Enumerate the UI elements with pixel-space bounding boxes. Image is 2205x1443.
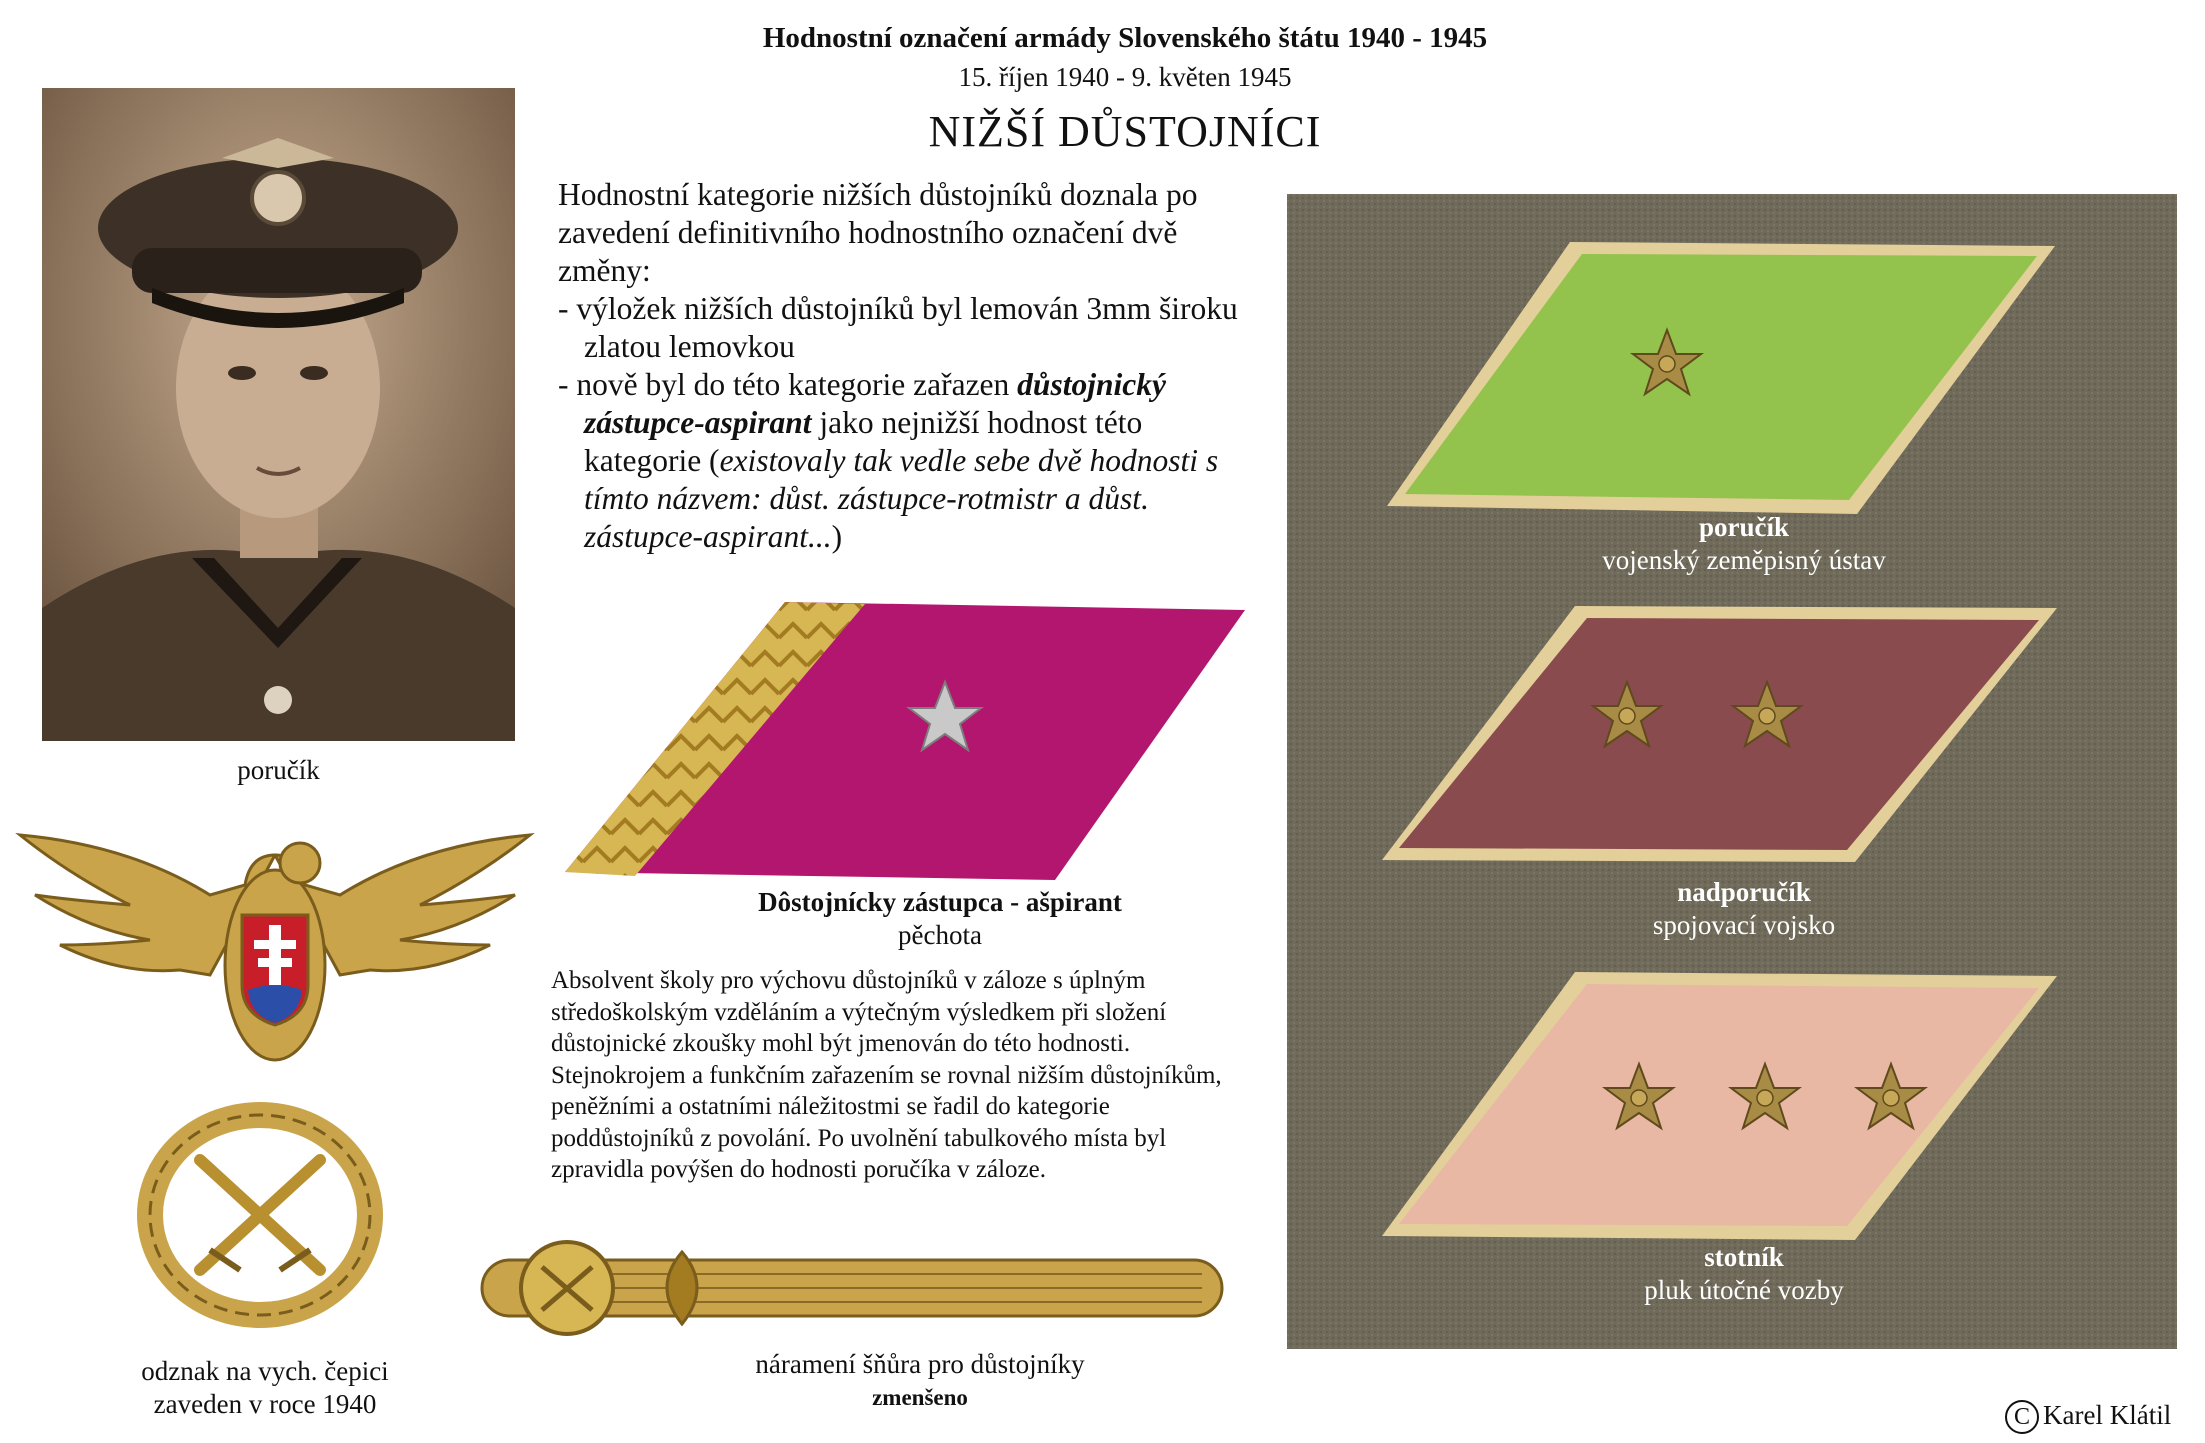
shoulder-cord	[462, 1232, 1242, 1342]
copyright-icon: C	[2005, 1400, 2039, 1434]
tab-3-rank: stotník	[1704, 1242, 1784, 1272]
aspirant-unit: pěchota	[898, 920, 982, 950]
cord-caption: náramení šňůra pro důstojníky zmenšeno	[755, 1349, 1085, 1410]
cap-badge-swords	[130, 1100, 390, 1330]
intro-item-2: - nově byl do této kategorie zařazen důstojnický zástupce-aspirant jako nejnižší hodnost této kategorie (existovaly tak vedle sebe dvě hodnosti s tímto názvem: důst. zástupce-rotmistr a důst. zástupce-aspirant...)	[558, 367, 1219, 554]
page-dates: 15. říjen 1940 - 9. květen 1945	[958, 62, 1292, 92]
tab-1-rank: poručík	[1698, 512, 1790, 542]
collar-tab-aspirant	[555, 590, 1245, 880]
eagle-badge	[10, 815, 540, 1075]
photo-caption: poručík	[237, 755, 320, 785]
copyright	[2005, 1400, 2171, 1434]
section-title: NIŽŠÍ DŮSTOJNÍCI	[928, 107, 1322, 156]
tab-2-rank: nadporučík	[1677, 877, 1811, 907]
rank-tabs-panel	[1287, 194, 2177, 1349]
tab-2-unit: spojovací vojsko	[1652, 910, 1836, 940]
aspirant-description: Absolvent školy pro výchovu důstojníků v záloze s úplným středoškolským vzděláním a výtečným výsledkem při složení důstojnické zkoušky mohl být jmenován do této hodnosti. Stejnokrojem a funkčním zařazením se rovnal nižším důstojníkům, peněžními a ostatními náležitostmi se řadil do kategorie poddůstojníků z povolání. Po uvolnění tabulkového místa byl zpravidla povýšen do hodnosti poručíka v záloze.	[551, 967, 1222, 1183]
copyright-author: Karel Klátil	[2043, 1400, 2172, 1430]
intro-paragraph: Hodnostní kategorie nižších důstojníků doznala po zavedení definitivního hodnostního označení dvě změny:	[558, 177, 1198, 288]
intro-text	[558, 176, 1258, 556]
tab-1-unit: vojenský zeměpisný ústav	[1602, 545, 1886, 575]
badge-caption: odznak na vych. čepici zaveden v roce 1940	[141, 1356, 389, 1419]
portrait-photo	[42, 88, 515, 741]
tab-3-unit: pluk útočné vozby	[1644, 1275, 1844, 1305]
intro-item-1: - výložek nižších důstojníků byl lemován 3mm široku zlatou lemovkou	[558, 291, 1238, 364]
aspirant-rank: Dôstojnícky zástupca - ašpirant	[758, 887, 1122, 917]
page-title: Hodnostní označení armády Slovenského štátu 1940 - 1945	[762, 22, 1488, 54]
aspirant-caption	[590, 886, 1290, 952]
